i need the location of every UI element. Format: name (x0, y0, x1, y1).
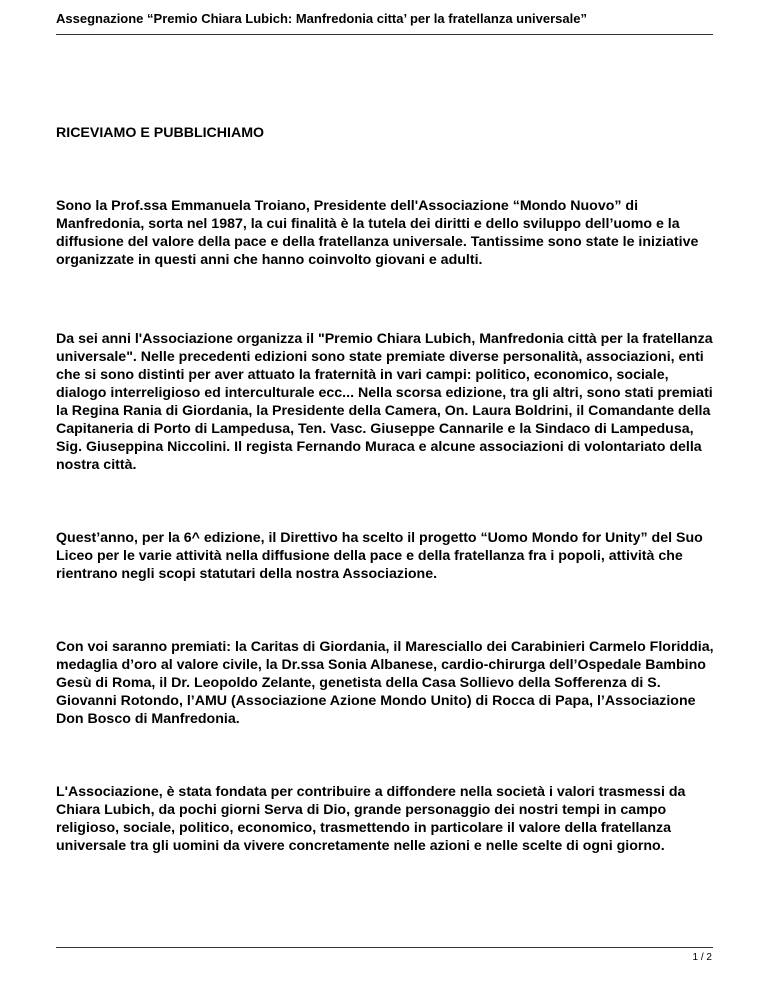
footer-divider (56, 947, 713, 948)
header-divider (56, 34, 713, 35)
paragraph-awardees: Con voi saranno premiati: la Caritas di Giordania, il Maresciallo dei Carabinieri Carmelo Floriddia, medaglia d’oro al valore civile, la Dr.ssa Sonia Albanese, cardio-chirurga dell’Ospedale Bambino Gesù di Roma, il Dr. Leopoldo Zelante, genetista della Casa Sollievo della Sofferenza di S. Giovanni Rotondo, l’AMU (Associazione Azione Mondo Unito) di Rocca di Papa, l’Associazione Don Bosco di Manfredonia. (56, 639, 714, 727)
paragraph-this-year: Quest’anno, per la 6^ edizione, il Direttivo ha scelto il progetto “Uomo Mondo for Unity” del Suo Liceo per le varie attività nella diffusione della pace e della fratellanza fra i popoli, attività che rientrano negli scopi statutari della nostra Associazione. (56, 530, 703, 582)
article-body (56, 124, 716, 855)
paragraph-prize-history-text: Da sei anni l'Associazione organizza il "Premio Chiara Lubich, Manfredonia città per la fratellanza universale". Nelle precedenti edizioni sono state premiate diverse personalità, associazioni, enti che si sono distinti per aver attuato la fraternità in vari campi: politico, economico, sociale, dialogo interreligioso ed interculturale ecc... Nella scorsa edizione, tra gli altri, sono stati premiati la Regina Rania di Giordania, la Presidente della Camera, On. Laura Boldrini, il Comandante della Capitaneria di Porto di Lampedusa, Ten. Vasc. Giuseppe Cannarile e la Sindaco di Lampedusa, Sig. Giuseppina Niccolini. Il regista Fernando Muraca e alcune associazioni di volontariato della nostra città. (56, 331, 713, 473)
paragraph-introduction-text: Sono la Prof.ssa Emmanuela Troiano, Presidente dell'Associazione “Mondo Nuovo” di Manfredonia, sorta nel 1987, la cui finalità è la tutela dei diritti e dello sviluppo dell’uomo e la diffusione del valore della pace e della fratellanza universale. Tantissime sono state le iniziative organizzate in questi anni che hanno coinvolto giovani e adulti. (56, 198, 699, 268)
article-heading: RICEVIAMO E PUBBLICHIAMO (56, 125, 265, 141)
paragraph-association-mission (56, 783, 716, 855)
paragraph-prize-history (56, 330, 716, 474)
page-header-title: Assegnazione “Premio Chiara Lubich: Manfredonia citta’ per la fratellanza universale” (56, 11, 587, 26)
page-number: 1 / 2 (692, 952, 712, 963)
paragraph-association-mission-text: L'Associazione, è stata fondata per contribuire a diffondere nella società i valori trasmessi da Chiara Lubich, da pochi giorni Serva di Dio, grande personaggio dei nostri tempi in campo religioso, sociale, politico, economico, trasmettendo in particolare il valore della fratellanza universale tra gli uomini da vivere concretamente nelle azioni e nelle scelte di ogni giorno. (56, 784, 686, 854)
paragraph-introduction (56, 197, 716, 269)
